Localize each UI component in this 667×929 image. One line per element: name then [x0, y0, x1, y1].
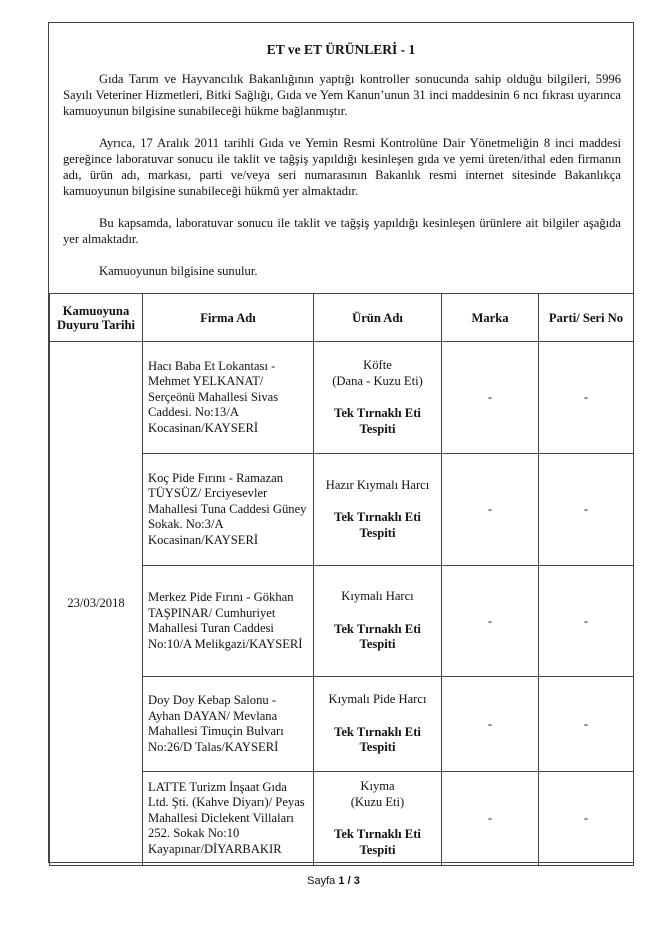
table-row [50, 342, 634, 454]
firm-name: Doy Doy Kebap Salonu - Ayhan DAYAN/ Mevlana Mahallesi Timuçin Bulvarı No:26/D Talas/KAYSERİ [143, 677, 314, 772]
document-title: ET ve ET ÜRÜNLERİ - 1 [266, 42, 416, 57]
product-cell [314, 566, 442, 677]
page-current: 1 [338, 875, 345, 887]
paragraph-legal-basis: Gıda Tarım ve Hayvancılık Bakanlığının yaptığı kontroller sonucunda sahip olduğu bilgileri, 5996 Sayılı Veteriner Hizmetleri, Bitki Sağlığı, Gıda ve Yem Kanun’unun 31 inci maddesinin 6 ncı fıkrası uyarınca kamuoyunun bilgisine sunabileceği hükme bağlanmıştır. [63, 72, 621, 118]
header-announcement-date: Kamuoyuna Duyuru Tarihi [50, 294, 143, 342]
finding-text: Tek Tırnaklı Eti Tespiti [334, 621, 421, 652]
firm-name: Merkez Pide Fırını - Gökhan TAŞPINAR/ Cumhuriyet Mahallesi Turan Caddesi No:10/A Melikgazi/KAYSERİ [143, 566, 314, 677]
header-product-name: Ürün Adı [314, 294, 442, 342]
header-batch-number: Parti/ Seri No [539, 294, 634, 342]
brand-value: - [442, 677, 539, 772]
page-separator: / [347, 875, 351, 887]
paragraph-regulation: Ayrıca, 17 Aralık 2011 tarihli Gıda ve Yemin Resmi Kontrolüne Dair Yönetmeliğin 8 inci maddesi gereğince laboratuvar sonucu ile taklit ve tağşiş yapıldığı kesinleşen gıda ve yemi üreten/ithal eden firmanın adı, ürün adı, markası, parti ve/veya seri numarasının Bakanlık resmi internet sitesinde Bakanlıkça kamuoyunun bilgisine sunabileceği hükmü yer almaktadır. [63, 136, 621, 198]
firm-name: LATTE Turizm İnşaat Gıda Ltd. Şti. (Kahve Diyarı)/ Peyas Mahallesi Diclekent Villaları 252. Sokak No:10 Kayapınar/DİYARBAKIR [143, 772, 314, 866]
finding-text: Tek Tırnaklı Eti Tespiti [334, 724, 421, 755]
document-frame [48, 22, 634, 863]
product-name: Hazır Kıymalı Harcı [325, 477, 430, 492]
product-cell [314, 454, 442, 566]
paragraph-notice: Kamuoyunun bilgisine sunulur. [99, 264, 258, 278]
brand-value: - [442, 772, 539, 866]
page-label: Sayfa [307, 875, 336, 887]
firm-name: Koç Pide Fırını - Ramazan TÜYSÜZ/ Erciyesevler Mahallesi Tuna Caddesi Güney Sokak. No:3/A Kocasinan/KAYSERİ [143, 454, 314, 566]
finding-text: Tek Tırnaklı Eti Tespiti [334, 406, 421, 436]
product-name: Köfte (Dana - Kuzu Eti) [332, 358, 423, 388]
batch-value: - [539, 454, 634, 566]
batch-value: - [539, 566, 634, 677]
batch-value: - [539, 677, 634, 772]
page-total: 3 [353, 875, 360, 887]
product-name: Kıymalı Pide Harcı [328, 692, 427, 707]
header-brand: Marka [442, 294, 539, 342]
product-cell [314, 677, 442, 772]
adulteration-table [49, 293, 634, 866]
brand-value: - [442, 566, 539, 677]
product-cell [314, 772, 442, 866]
announcement-date: 23/03/2018 [50, 342, 143, 866]
brand-value: - [442, 342, 539, 454]
firm-name: Hacı Baba Et Lokantası - Mehmet YELKANAT/ Serçeönü Mahallesi Sivas Caddesi. No:13/A Kocasinan/KAYSERİ [143, 342, 314, 454]
header-firm-name: Firma Adı [143, 294, 314, 342]
finding-text: Tek Tırnaklı Eti Tespiti [334, 510, 421, 540]
table-header-row [50, 294, 634, 342]
product-name: Kıymalı Harcı [341, 589, 414, 604]
paragraph-scope: Bu kapsamda, laboratuvar sonucu ile taklit ve tağşiş yapıldığı kesinleşen ürünlere ait bilgiler aşağıda yer almaktadır. [63, 216, 621, 246]
batch-value: - [539, 342, 634, 454]
product-cell [314, 342, 442, 454]
brand-value: - [442, 454, 539, 566]
product-name: Kıyma (Kuzu Eti) [350, 779, 405, 809]
finding-text: Tek Tırnaklı Eti Tespiti [334, 827, 421, 857]
page-footer [0, 875, 667, 887]
batch-value: - [539, 772, 634, 866]
